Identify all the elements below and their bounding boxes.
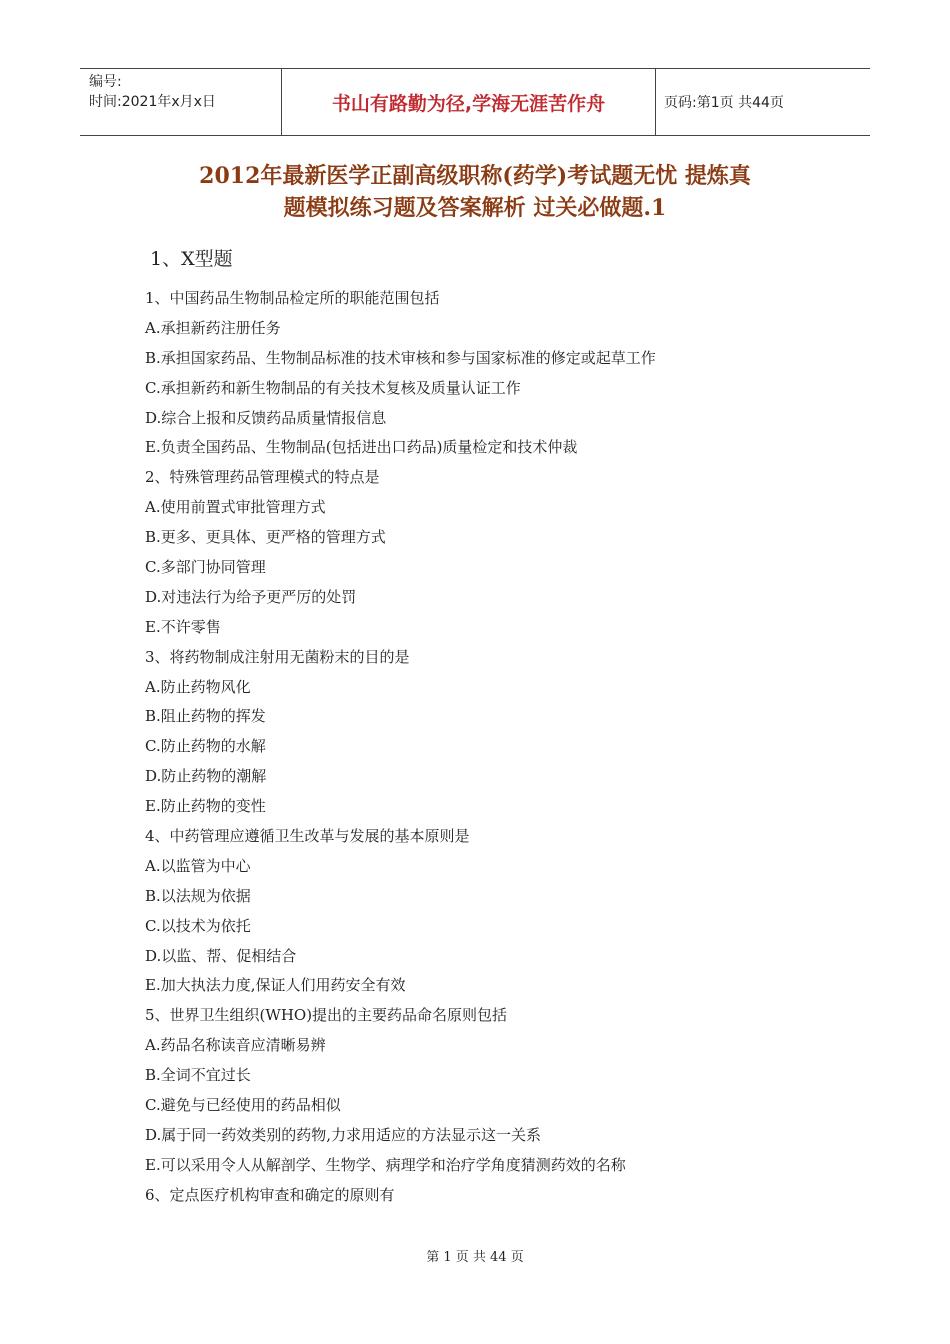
title-line-2: 题模拟练习题及答案解析 过关必做题.1 [283,195,667,221]
title-line-1: 2012年最新医学正副高级职称(药学)考试题无忧 提炼真 [199,163,751,189]
question-block [145,643,845,822]
option-item: B.以法规为依据 [145,886,251,905]
option-item: B.全词不宜过长 [145,1066,251,1085]
option-item: E.不许零售 [145,617,221,636]
option-item: A.使用前置式审批管理方式 [145,498,326,517]
option-item: B.承担国家药品、生物制品标准的技术审核和参与国家标准的修定或起草工作 [145,348,656,367]
option-item: E.可以采用令人从解剖学、生物学、病理学和治疗学角度猜测药效的名称 [145,1155,626,1174]
option-item: A.承担新药注册任务 [145,318,281,337]
question-text: 3、将药物制成注射用无菌粉末的目的是 [145,647,410,666]
option-item: C.多部门协同管理 [145,558,266,577]
option-item: A.防止药物风化 [145,677,251,696]
option-item: D.以监、帮、促相结合 [145,946,297,965]
option-item: D.对违法行为给予更严厉的处罚 [145,587,357,606]
question-block [145,1001,845,1180]
question-block [145,284,845,463]
option-item: D.属于同一药效类别的药物,力求用适应的方法显示这一关系 [145,1125,542,1144]
option-item: E.防止药物的变性 [145,797,266,816]
option-item: D.防止药物的潮解 [145,767,267,786]
document-number-label: 编号: [89,74,122,90]
header-meta [80,69,282,135]
header-page-info: 页码:第1页 共44页 [664,95,784,111]
question-text: 2、特殊管理药品管理模式的特点是 [145,468,380,487]
option-item: B.阻止药物的挥发 [145,707,266,726]
document-time: 时间:2021年x月x日 [89,94,216,110]
page-header [80,68,870,136]
question-text: 1、中国药品生物制品检定所的职能范围包括 [145,289,440,307]
option-item: D.综合上报和反馈药品质量情报信息 [145,408,387,427]
option-item: E.负责全国药品、生物制品(包括进出口药品)质量检定和技术仲裁 [145,438,578,457]
option-item: B.更多、更具体、更严格的管理方式 [145,528,386,547]
question-text: 4、中药管理应遵循卫生改革与发展的基本原则是 [145,827,470,846]
header-motto: 书山有路勤为径,学海无涯苦作舟 [282,69,656,135]
section-heading: 1、X型题 [150,248,233,270]
option-item: C.以技术为依托 [145,916,251,935]
option-item: C.避免与已经使用的药品相似 [145,1096,341,1115]
page-footer: 第 1 页 共 44 页 [426,1250,524,1265]
option-item: C.防止药物的水解 [145,737,266,756]
option-item: A.药品名称读音应清晰易辨 [145,1036,326,1055]
option-item: E.加大执法力度,保证人们用药安全有效 [145,976,406,995]
question-list [145,284,845,1211]
question-block [145,463,845,642]
question-text: 5、世界卫生组织(WHO)提出的主要药品命名原则包括 [145,1006,508,1025]
question-block [145,822,845,1001]
question-text: 6、定点医疗机构审查和确定的原则有 [145,1185,395,1204]
option-item: C.承担新药和新生物制品的有关技术复核及质量认证工作 [145,378,521,397]
question-block [145,1181,845,1211]
document-title [100,160,850,224]
option-item: A.以监管为中心 [145,856,251,875]
